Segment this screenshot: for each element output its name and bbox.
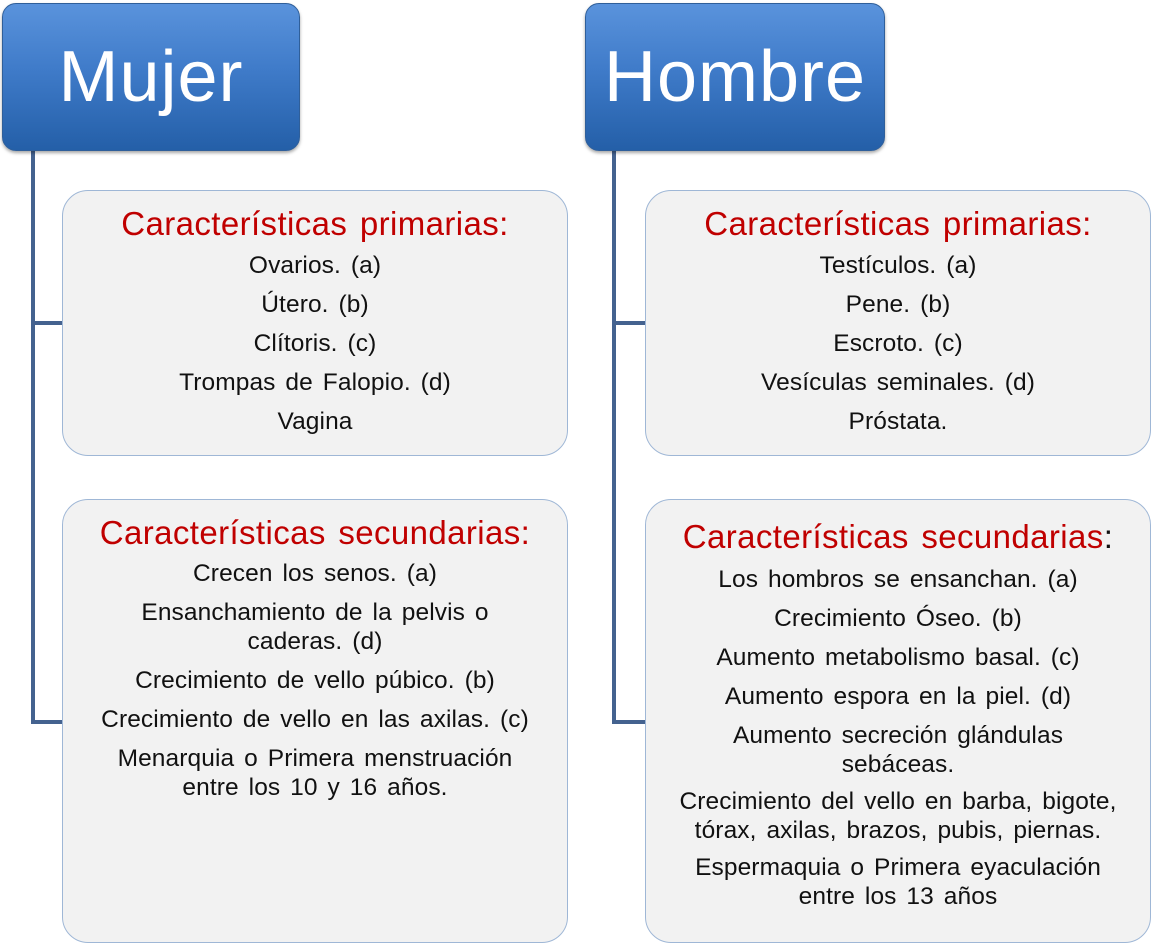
list-item: Los hombros se ensanchan. (a)	[718, 566, 1078, 593]
mujer-primary-title: Características primarias:	[121, 205, 509, 242]
hombre-secondary-title	[646, 518, 1150, 556]
list-item: Espermaquia o Primera eyaculación entre los 13 años	[695, 854, 1101, 910]
list-item: Vagina	[277, 408, 353, 435]
list-item: Escroto. (c)	[833, 330, 963, 357]
list-item: Crecimiento Óseo. (b)	[774, 605, 1022, 632]
list-item: Crecimiento del vello en barba, bigote, tórax, axilas, brazos, pubis, piernas.	[679, 788, 1117, 844]
list-item: Crecen los senos. (a)	[193, 560, 437, 587]
list-item: Aumento secreción glándulas sebáceas.	[732, 722, 1064, 778]
mujer-header-label: Mujer	[58, 37, 244, 117]
list-item: Aumento metabolismo basal. (c)	[716, 644, 1080, 671]
hombre-secondary-list	[646, 565, 1150, 911]
list-item: Clítoris. (c)	[253, 330, 377, 357]
hombre-secondary-card	[645, 499, 1151, 943]
hombre-secondary-connector	[612, 720, 646, 724]
list-item: Ensanchamiento de la pelvis o caderas. (d)	[141, 599, 489, 655]
mujer-secondary-card	[62, 499, 568, 943]
mujer-primary-list	[63, 251, 567, 436]
list-item: Ovarios. (a)	[248, 252, 382, 279]
list-item: Próstata.	[848, 408, 948, 435]
list-item: Crecimiento de vello en las axilas. (c)	[101, 706, 529, 733]
mujer-primary-connector	[31, 321, 63, 325]
list-item: Pene. (b)	[845, 291, 951, 318]
mujer-primary-card	[62, 190, 568, 456]
mujer-header	[2, 3, 300, 151]
list-item: Aumento espora en la piel. (d)	[724, 683, 1072, 710]
hombre-secondary-title-text: Características secundarias	[682, 518, 1104, 555]
hombre-primary-card	[645, 190, 1151, 456]
list-item: Vesículas seminales. (d)	[761, 369, 1035, 396]
hombre-vertical-connector	[612, 150, 616, 724]
hombre-header-label: Hombre	[603, 37, 867, 117]
mujer-secondary-list	[63, 559, 567, 802]
hombre-primary-title: Características primarias:	[704, 205, 1092, 242]
list-item: Útero. (b)	[261, 291, 369, 318]
hombre-secondary-title-colon: :	[1103, 518, 1114, 555]
mujer-secondary-connector	[31, 720, 63, 724]
list-item: Menarquia o Primera menstruación entre los 10 y 16 años.	[117, 745, 513, 801]
mujer-vertical-connector	[31, 150, 35, 724]
list-item: Trompas de Falopio. (d)	[179, 369, 451, 396]
list-item: Testículos. (a)	[819, 252, 977, 279]
list-item: Crecimiento de vello púbico. (b)	[135, 667, 495, 694]
mujer-secondary-title: Características secundarias:	[99, 514, 531, 551]
hombre-primary-connector	[612, 321, 646, 325]
hombre-primary-list	[646, 251, 1150, 436]
hombre-header	[585, 3, 885, 151]
